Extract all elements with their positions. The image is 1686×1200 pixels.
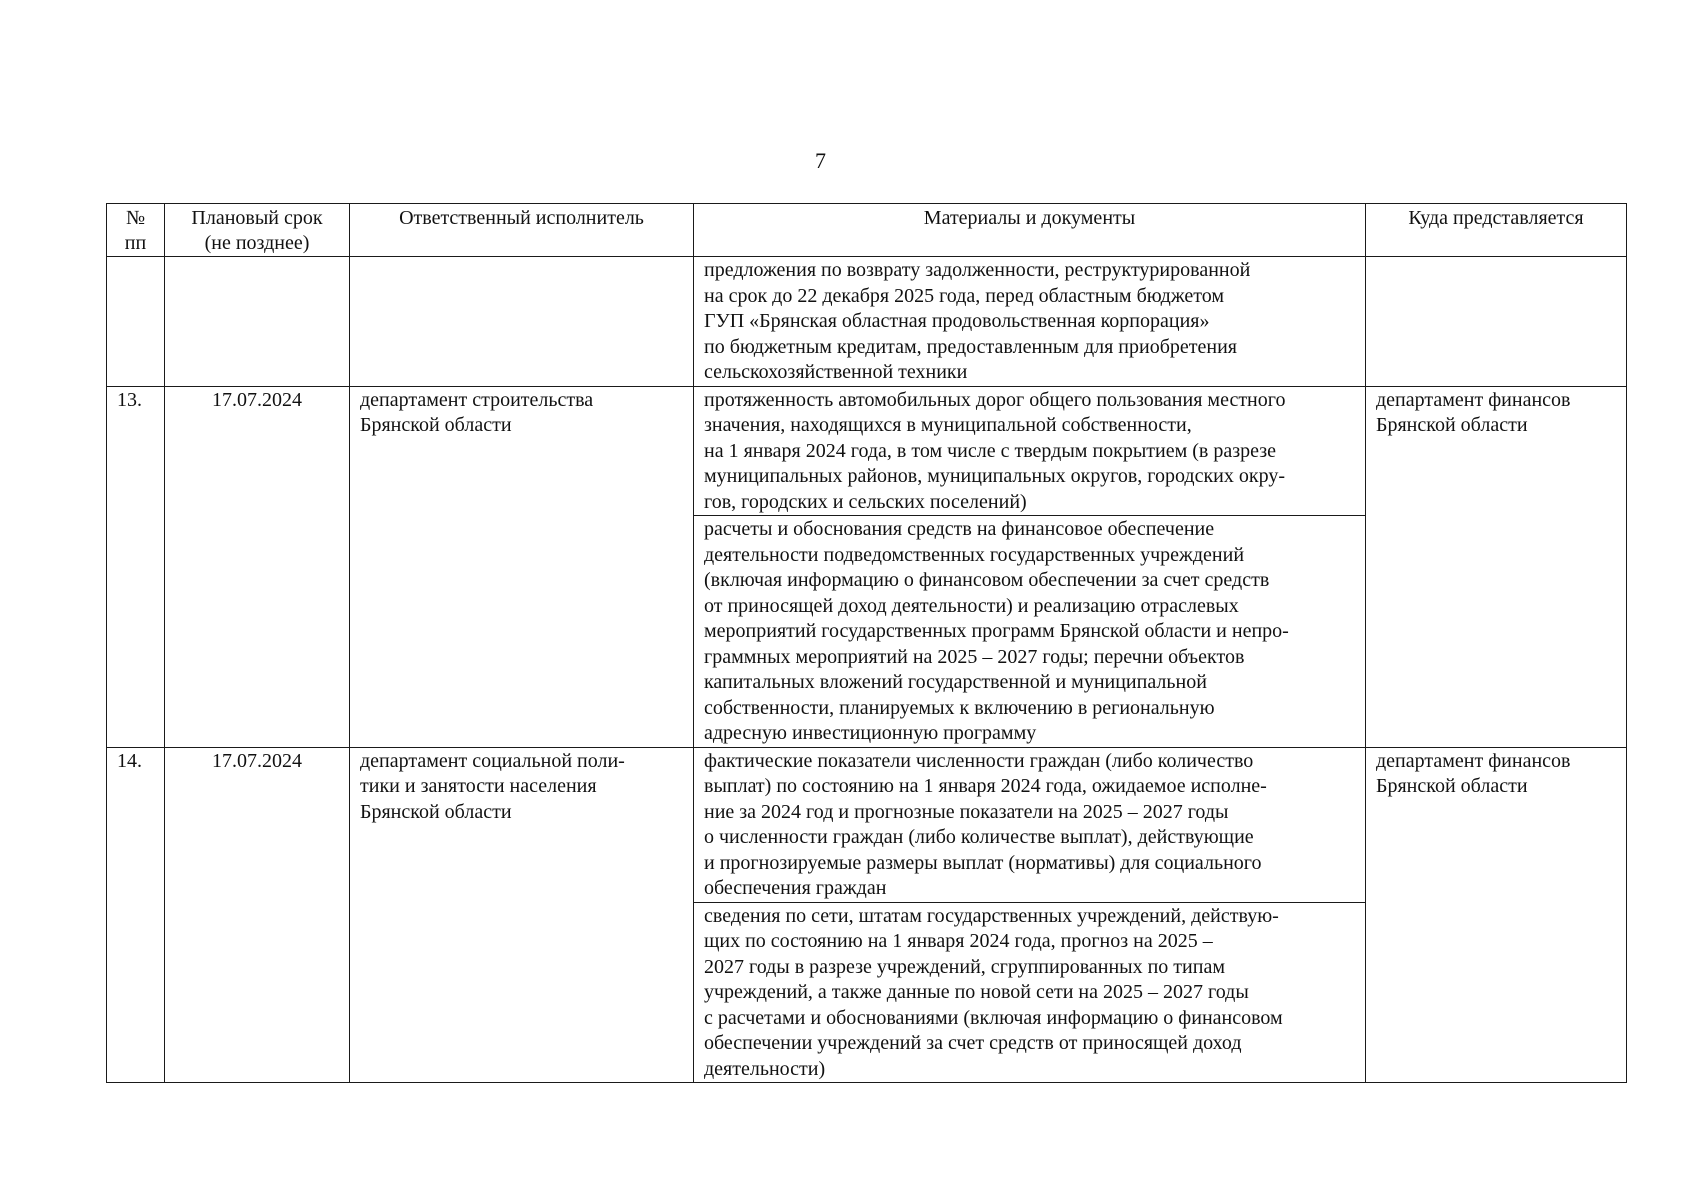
recipient-line: Брянской области	[1376, 775, 1528, 797]
header-materials: Материалы и документы	[694, 204, 1366, 257]
materials-line: обеспечении учреждений за счет средств от приносящей доход	[704, 1032, 1242, 1054]
materials-line: фактические показатели численности граждан (либо количество	[704, 749, 1254, 772]
cell-number: 14.	[107, 747, 165, 1083]
cell-executor	[350, 386, 694, 747]
recipient-line: департамент финансов	[1376, 749, 1571, 772]
table-row-continuation	[107, 257, 1627, 387]
materials-line: о численности граждан (либо количестве выплат), действующие	[704, 826, 1254, 848]
cell-date: 17.07.2024	[165, 386, 350, 747]
executor-line: Брянской области	[360, 800, 512, 823]
executor-line: департамент социальной поли-	[360, 749, 625, 772]
materials-line: расчеты и обоснования средств на финансовое обеспечение	[704, 518, 1215, 540]
cell-materials	[694, 257, 1366, 387]
materials-line: сведения по сети, штатам государственных учреждений, действую-	[704, 904, 1279, 927]
cell-materials	[694, 516, 1366, 748]
header-executor: Ответственный исполнитель	[350, 204, 694, 257]
materials-line: обеспечения граждан	[704, 877, 887, 899]
materials-line: мероприятий государственных программ Брянской области и непро-	[704, 620, 1289, 642]
materials-line: ние за 2024 год и прогнозные показатели на 2025 – 2027 годы	[704, 800, 1229, 823]
materials-line: ГУП «Брянская областная продовольственная корпорация»	[704, 310, 1210, 332]
executor-line: тики и занятости населения	[360, 775, 597, 797]
header-number	[107, 204, 165, 257]
header-recipient: Куда представляется	[1366, 204, 1627, 257]
cell-executor	[350, 747, 694, 1083]
recipient-line: департамент финансов	[1376, 388, 1571, 411]
header-planned-date-line: Плановый срок	[191, 207, 323, 229]
materials-line: на срок до 22 декабря 2025 года, перед областным бюджетом	[704, 284, 1225, 307]
cell-number: 13.	[107, 386, 165, 747]
table-row-14	[107, 747, 1627, 902]
cell-recipient	[1366, 257, 1627, 387]
materials-line: (включая информацию о финансовом обеспечении за счет средств	[704, 569, 1270, 591]
table-row-13	[107, 386, 1627, 516]
materials-line: гов, городских и сельских поселений)	[704, 490, 1027, 513]
materials-line: 2027 годы в разрезе учреждений, сгруппированных по типам	[704, 955, 1225, 978]
materials-line: на 1 января 2024 года, в том числе с твердым покрытием (в разрезе	[704, 439, 1277, 462]
materials-line: значения, находящихся в муниципальной собственности,	[704, 414, 1192, 436]
documents-table	[106, 203, 1627, 1083]
materials-line: протяженность автомобильных дорог общего пользования местного	[704, 388, 1286, 411]
materials-line: сельскохозяйственной техники	[704, 361, 968, 383]
table-header-row	[107, 204, 1627, 257]
materials-line: от приносящей доход деятельности) и реализацию отраслевых	[704, 594, 1239, 617]
executor-line: Брянской области	[360, 414, 512, 436]
cell-recipient	[1366, 386, 1627, 747]
materials-line: деятельности)	[704, 1057, 826, 1080]
materials-line: с расчетами и обоснованиями (включая информацию о финансовом	[704, 1006, 1283, 1029]
header-number-line: пп	[124, 232, 147, 254]
materials-line: по бюджетным кредитам, предоставленным для приобретения	[704, 335, 1237, 358]
materials-line: собственности, планируемых к включению в региональную	[704, 696, 1215, 719]
page-number: 7	[815, 148, 826, 173]
materials-line: деятельности подведомственных государственных учреждений	[704, 543, 1245, 566]
header-planned-date-line: (не позднее)	[204, 232, 310, 254]
materials-line: муниципальных районов, муниципальных округов, городских окру-	[704, 465, 1285, 487]
materials-line: граммных мероприятий на 2025 – 2027 годы; перечни объектов	[704, 645, 1245, 668]
materials-line: предложения по возврату задолженности, реструктурированной	[704, 259, 1251, 281]
header-number-line: №	[125, 207, 146, 229]
recipient-line: Брянской области	[1376, 414, 1528, 436]
cell-materials	[694, 386, 1366, 516]
cell-recipient	[1366, 747, 1627, 1083]
cell-date: 17.07.2024	[165, 747, 350, 1083]
cell-materials	[694, 747, 1366, 902]
materials-line: щих по состоянию на 1 января 2024 года, прогноз на 2025 –	[704, 930, 1213, 952]
materials-line: капитальных вложений государственной и муниципальной	[704, 671, 1207, 693]
cell-date	[165, 257, 350, 387]
executor-line: департамент строительства	[360, 388, 594, 411]
cell-number	[107, 257, 165, 387]
header-planned-date	[165, 204, 350, 257]
materials-line: и прогнозируемые размеры выплат (нормативы) для социального	[704, 851, 1262, 874]
materials-line: учреждений, а также данные по новой сети на 2025 – 2027 годы	[704, 981, 1249, 1003]
cell-materials	[694, 902, 1366, 1083]
cell-executor	[350, 257, 694, 387]
materials-line: адресную инвестиционную программу	[704, 722, 1037, 744]
materials-line: выплат) по состоянию на 1 января 2024 года, ожидаемое исполне-	[704, 775, 1267, 797]
